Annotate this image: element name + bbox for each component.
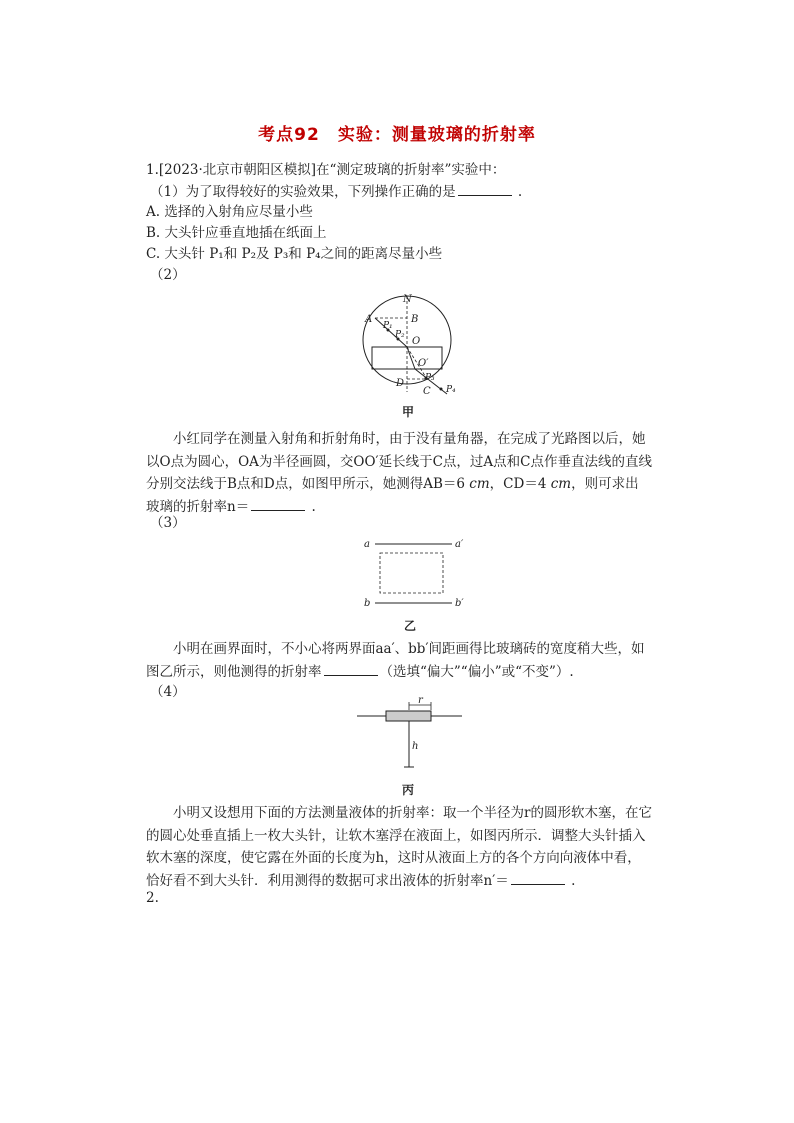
option-b: B. 大头针应垂直地插在纸面上 xyxy=(146,225,327,241)
answer-blank-4[interactable] xyxy=(511,870,565,885)
option-a: A. 选择的入射角应尽量小些 xyxy=(146,204,313,220)
question-2-label: 2. xyxy=(146,890,159,906)
part-3-end: （选填“偏大”“偏小”或“不变”）. xyxy=(379,663,574,680)
label-c: C xyxy=(423,386,431,397)
label-p4: P₄ xyxy=(446,385,456,395)
unit-cm-2: cm xyxy=(550,476,572,492)
part-1-text: （1）为了取得较好的实验效果，下列操作正确的是 xyxy=(150,184,456,200)
figure-bing-caption: 丙 xyxy=(401,783,414,797)
cork xyxy=(386,711,431,721)
label-o: O xyxy=(412,336,421,347)
label-b: b xyxy=(364,598,371,609)
part-3-text: 小明在画界面时，不小心将两界面aa′、bb′间距画得比玻璃砖的宽度稍大些，如图乙所示，则他测得的折射率 xyxy=(146,641,645,680)
figure-yi-caption: 乙 xyxy=(403,619,416,633)
question-1-part-1 xyxy=(150,181,522,202)
part-3-paragraph xyxy=(146,638,652,683)
part-2-end: . xyxy=(311,498,316,515)
part-4-paragraph xyxy=(146,802,652,892)
label-a-prime: a′ xyxy=(455,539,464,550)
label-p2: P₂ xyxy=(395,330,405,340)
part-2-text-a: 小红同学在测量入射角和折射角时，由于没有量角器，在完成了光路图以后，她以O点为圆心，OA为半径画圆，交OO′延长线于C点，过A点和C点作垂直法线的直线分别交法线于B点和D点，如图甲所示，她测得AB＝6 xyxy=(146,431,652,492)
part-3-label: （3） xyxy=(150,515,186,531)
part-2-paragraph xyxy=(146,428,652,518)
answer-blank-1[interactable] xyxy=(458,181,512,196)
part-4-text: 小明又设想用下面的方法测量液体的折射率：取一个半径为r的圆形软木塞，在它的圆心处垂直插上一枚大头针，让软木塞浮在液面上，如图丙所示．调整大头针插入软木塞的深度，使它露在外面的长度为h，这时从液面上方的各个方向向液体中看，恰好看不到大头针．利用测得的数据可求出液体的折射率n′＝ xyxy=(146,805,652,889)
part-2-label: （2） xyxy=(150,267,186,283)
label-b-prime: b′ xyxy=(455,598,464,609)
page-title: 考点92 实验：测量玻璃的折射率 xyxy=(258,125,536,145)
question-1-intro: 1.[2023·北京市朝阳区模拟]在“测定玻璃的折射率”实验中： xyxy=(146,162,506,178)
part-4-label: （4） xyxy=(150,684,186,700)
pin-p4 xyxy=(440,388,443,391)
circle xyxy=(363,296,451,384)
part-2-text-c: ，则可求出玻璃的折射率n＝ xyxy=(146,476,639,515)
label-n: N xyxy=(403,294,412,305)
figure-jia xyxy=(355,290,465,406)
figure-jia-caption: 甲 xyxy=(401,405,414,419)
label-a: a xyxy=(364,539,370,550)
figure-yi xyxy=(360,535,470,611)
option-c: C. 大头针 P₁和 P₂及 P₃和 P₄之间的距离尽量小些 xyxy=(146,246,443,262)
answer-blank-2[interactable] xyxy=(251,496,305,511)
label-h: h xyxy=(412,741,419,752)
figure-bing xyxy=(355,696,467,776)
unit-cm-1: cm xyxy=(469,476,490,492)
answer-blank-3[interactable] xyxy=(324,661,378,676)
glass-outline xyxy=(380,553,443,593)
label-a: A xyxy=(365,314,373,325)
label-o-prime: O′ xyxy=(418,358,429,369)
label-d: D xyxy=(396,378,405,389)
label-r: r xyxy=(418,696,423,706)
label-p3: P₃ xyxy=(425,373,435,383)
label-p1: P₁ xyxy=(383,321,393,331)
part-1-end: . xyxy=(517,184,523,200)
part-4-end: . xyxy=(571,872,576,889)
part-2-text-b: ，CD＝4 xyxy=(489,476,551,492)
label-b: B xyxy=(411,314,419,325)
